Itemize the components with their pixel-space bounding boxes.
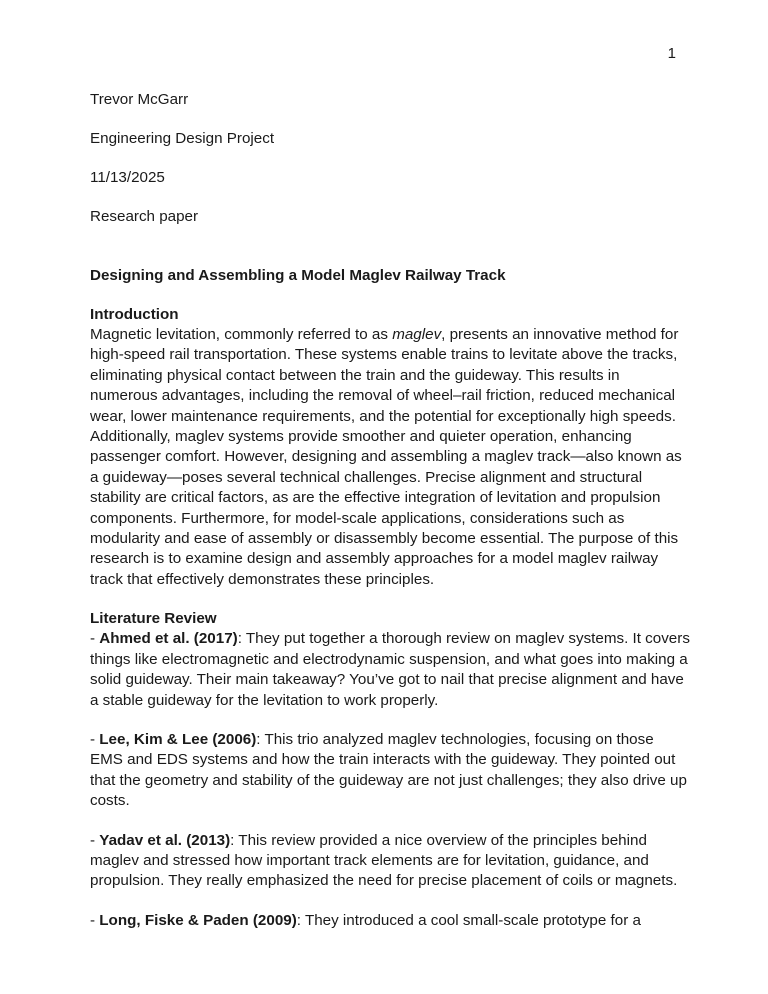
review-text: : This review provided a nice overview of the principles behind maglev and stressed how important track elements are for levitation, guidance, and propulsion. They really emphasized the need for precise placement of coils or magnets. — [90, 831, 678, 890]
review-prefix: - — [90, 831, 100, 849]
review-prefix: - — [90, 730, 100, 748]
review-prefix: - — [90, 911, 100, 929]
review-author: Ahmed et al. (2017) — [99, 630, 238, 648]
intro-text-rest: , presents an innovative method for high-speed rail transportation. These systems enable trains to levitate above the tracks, eliminating physical contact between the train and the guideway. This results in numerous advantages, including the removal of wheel–rail friction, reduced mechanical wear, lower maintenance requirements, and the potential for exceptionally high speeds. Additionally, maglev systems provide smoother and quieter operation, enhancing passenger comfort. However, designing and assembling a maglev track—also known as a guideway—poses several technical challenges. Precise alignment and structural stability are critical factors, as are the effective integration of levitation and propulsion components. Furthermore, for model-scale applications, considerations such as modularity and ease of assembly or disassembly become essential. The purpose of this research is to examine design and assembly approaches for a model maglev railway track that effectively demonstrates these principles. — [90, 326, 682, 588]
review-text: : They put together a thorough review on maglev systems. It covers things like electromagnetic and electrodynamic suspension, and what goes into making a solid guideway. Their main takeaway? You’ve got to nail that precise alignment and have a stable guideway for the levitation to work properly. — [90, 630, 690, 709]
review-prefix: - — [90, 630, 100, 648]
review-author: Lee, Kim & Lee (2006) — [99, 730, 257, 748]
introduction-paragraph — [90, 325, 690, 590]
document-date: 11/13/2025 — [90, 169, 165, 186]
review-entry — [90, 629, 690, 711]
paper-title: Designing and Assembling a Model Maglev Railway Track — [90, 267, 506, 284]
author-name: Trevor McGarr — [90, 91, 189, 108]
review-entry — [90, 911, 690, 931]
review-text: : This trio analyzed maglev technologies, focusing on those EMS and EDS systems and how the train interacts with the guideway. They pointed out that the geometry and stability of the guideway are not just challenges; they also drive up costs. — [90, 730, 687, 810]
intro-emphasis: maglev — [392, 326, 442, 343]
section-heading-literature-review: Literature Review — [90, 610, 217, 628]
document-type: Research paper — [90, 208, 199, 225]
page-number: 1 — [667, 45, 676, 62]
review-entry — [90, 831, 690, 892]
review-text: : They introduced a cool small-scale prototype for a — [296, 911, 641, 929]
review-entry — [90, 730, 690, 812]
section-heading-introduction: Introduction — [90, 306, 179, 323]
intro-text-start: Magnetic levitation, commonly referred to as — [90, 326, 393, 343]
review-author: Long, Fiske & Paden (2009) — [99, 911, 297, 929]
course-name: Engineering Design Project — [90, 130, 275, 147]
document-body — [90, 90, 690, 950]
review-author: Yadav et al. (2013) — [99, 831, 231, 849]
